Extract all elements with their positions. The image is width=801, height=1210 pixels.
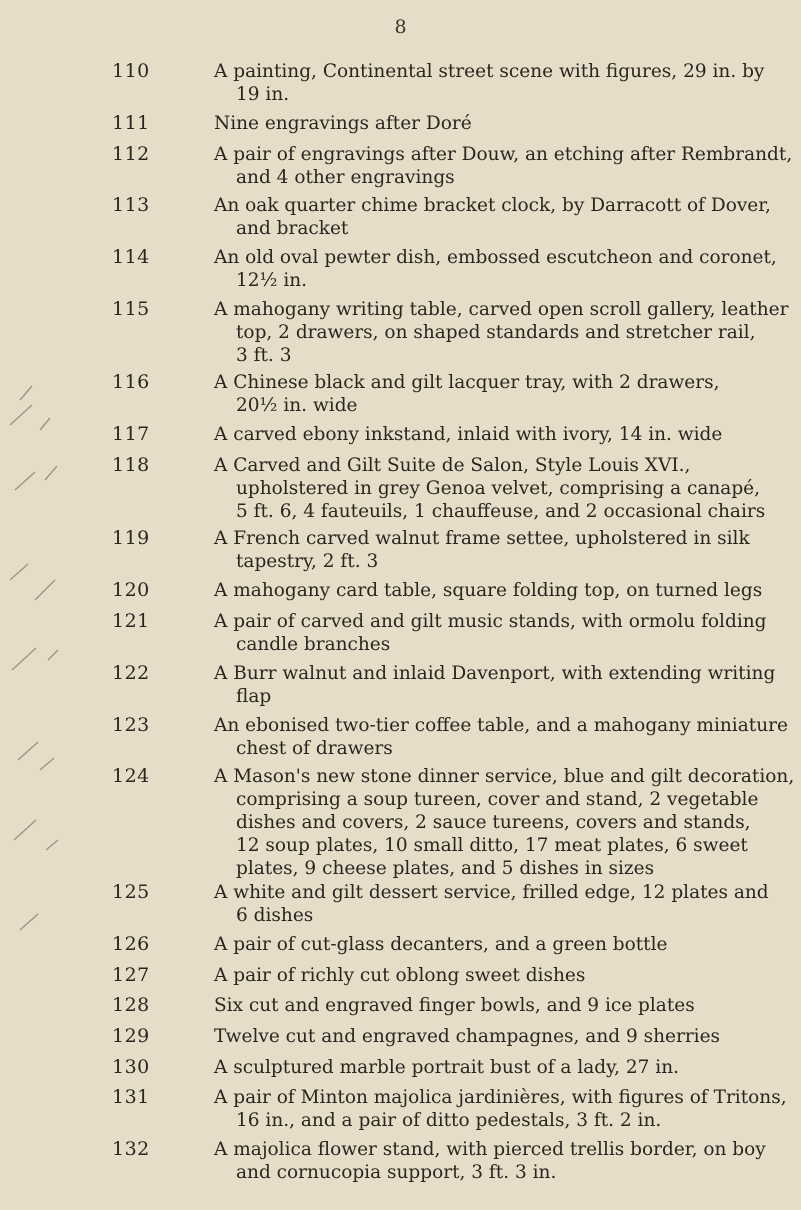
pencil-marks bbox=[0, 370, 110, 970]
lot-number: 132 bbox=[112, 1138, 150, 1161]
lot-description bbox=[214, 1138, 782, 1184]
page-number: 8 bbox=[394, 16, 407, 38]
lot-description-line: candle branches bbox=[236, 633, 391, 655]
lot-description-line: A carved ebony inkstand, inlaid with ivory, 14 in. wide bbox=[214, 424, 723, 446]
lot-number: 111 bbox=[112, 111, 150, 134]
lot-description-line: tapestry, 2 ft. 3 bbox=[236, 551, 379, 573]
lot-description-line: A mahogany card table, square folding top, on turned legs bbox=[214, 580, 763, 602]
lot-description bbox=[214, 371, 782, 417]
lot-description bbox=[214, 994, 782, 1017]
lot-number: 110 bbox=[112, 60, 150, 82]
lot-description bbox=[214, 246, 782, 292]
lot-description-line: chest of drawers bbox=[236, 737, 393, 759]
lot-description-line: 3 ft. 3 bbox=[236, 345, 292, 367]
lot-description-line: and 4 other engravings bbox=[236, 166, 455, 188]
lot-number: 126 bbox=[112, 933, 150, 956]
lot-description bbox=[214, 112, 782, 135]
lot-description-line: 6 dishes bbox=[236, 905, 314, 927]
lot-description-line: An ebonised two-tier coffee table, and a mahogany miniature bbox=[214, 714, 788, 736]
lot-description-line: A mahogany writing table, carved open scroll gallery, leather bbox=[214, 299, 789, 321]
lot-description-line: Twelve cut and engraved champagnes, and 9 sherries bbox=[214, 1025, 721, 1047]
lot-description bbox=[214, 765, 795, 880]
lot-description-line: A Mason's new stone dinner service, blue and gilt decoration, bbox=[214, 766, 795, 788]
lot-description-line: 20½ in. wide bbox=[236, 395, 358, 417]
lot-number: 114 bbox=[112, 246, 150, 269]
lot-description-line: top, 2 drawers, on shaped standards and stretcher rail, bbox=[236, 322, 756, 344]
lot-description bbox=[214, 454, 782, 523]
lot-description bbox=[214, 881, 782, 927]
lot-description bbox=[214, 194, 782, 240]
lot-number: 115 bbox=[112, 298, 150, 321]
lot-description bbox=[214, 1086, 787, 1132]
lot-description bbox=[214, 1056, 782, 1079]
lot-description-line: A white and gilt dessert service, frilled edge, 12 plates and bbox=[214, 882, 769, 904]
lot-description-line: and bracket bbox=[236, 218, 349, 240]
lot-description-line: 5 ft. 6, 4 fauteuils, 1 chauffeuse, and 2 occasional chairs bbox=[236, 500, 766, 522]
lot-description-line: Nine engravings after Doré bbox=[214, 112, 472, 134]
lot-number: 128 bbox=[112, 994, 150, 1017]
lot-description-line: An old oval pewter dish, embossed escutcheon and coronet, bbox=[214, 247, 777, 269]
lot-number: 123 bbox=[112, 713, 150, 736]
lot-description-line: flap bbox=[236, 685, 272, 707]
lot-description-line: A pair of richly cut oblong sweet dishes bbox=[214, 964, 586, 986]
lot-number: 122 bbox=[112, 661, 150, 684]
lot-number: 113 bbox=[112, 194, 150, 217]
lot-number: 129 bbox=[112, 1024, 150, 1047]
lot-number: 131 bbox=[112, 1086, 150, 1109]
lot-number: 116 bbox=[112, 371, 150, 394]
lot-description bbox=[214, 714, 788, 760]
lot-description-line: dishes and covers, 2 sauce tureens, covers and stands, bbox=[236, 812, 751, 834]
lot-description-line: A pair of Minton majolica jardinières, with figures of Tritons, bbox=[214, 1087, 787, 1109]
lot-description bbox=[214, 423, 782, 446]
lot-description bbox=[214, 662, 782, 708]
lot-description-line: A Burr walnut and inlaid Davenport, with extending writing bbox=[214, 662, 776, 684]
lot-number: 112 bbox=[112, 142, 150, 165]
lot-number: 119 bbox=[112, 527, 150, 550]
lot-description-line: Six cut and engraved finger bowls, and 9 ice plates bbox=[214, 995, 695, 1017]
lot-number: 120 bbox=[112, 579, 150, 602]
lot-description bbox=[214, 579, 782, 602]
lot-description-line: 12½ in. bbox=[236, 270, 308, 292]
lot-description bbox=[214, 527, 782, 573]
lot-description-line: plates, 9 cheese plates, and 5 dishes in sizes bbox=[236, 858, 655, 880]
lot-description-line: A Chinese black and gilt lacquer tray, with 2 drawers, bbox=[214, 372, 720, 394]
lot-description bbox=[214, 933, 782, 956]
lot-description bbox=[214, 610, 782, 656]
lot-description bbox=[214, 1025, 782, 1048]
lot-description-line: An oak quarter chime bracket clock, by Darracott of Dover, bbox=[214, 195, 771, 217]
lot-number: 118 bbox=[112, 453, 150, 476]
lot-description-line: A pair of cut-glass decanters, and a green bottle bbox=[214, 934, 668, 956]
lot-description-line: A pair of engravings after Douw, an etching after Rembrandt, bbox=[214, 143, 793, 165]
lot-description-line: 19 in. bbox=[236, 84, 290, 105]
lot-description-line: A French carved walnut frame settee, upholstered in silk bbox=[214, 528, 750, 550]
lot-description-line: comprising a soup tureen, cover and stand, 2 vegetable bbox=[236, 789, 759, 811]
lot-description-line: A majolica flower stand, with pierced trellis border, on boy bbox=[214, 1139, 766, 1161]
lot-description bbox=[214, 60, 782, 106]
lot-number: 121 bbox=[112, 609, 150, 632]
lot-description-line: 16 in., and a pair of ditto pedestals, 3 ft. 2 in. bbox=[236, 1110, 662, 1132]
lot-description-line: upholstered in grey Genoa velvet, comprising a canapé, bbox=[236, 477, 761, 499]
lot-description-line: A painting, Continental street scene with figures, 29 in. by bbox=[214, 61, 765, 82]
lot-number: 125 bbox=[112, 881, 150, 904]
lot-number: 127 bbox=[112, 963, 150, 986]
lot-number: 124 bbox=[112, 765, 150, 788]
lot-description-line: A pair of carved and gilt music stands, with ormolu folding bbox=[214, 610, 767, 632]
lot-number: 130 bbox=[112, 1055, 150, 1078]
lot-description bbox=[214, 143, 793, 189]
lot-description-line: and cornucopia support, 3 ft. 3 in. bbox=[236, 1162, 557, 1184]
lot-description-line: A Carved and Gilt Suite de Salon, Style Louis XVI., bbox=[214, 454, 691, 476]
lot-description bbox=[214, 964, 782, 987]
lot-description bbox=[214, 298, 789, 367]
lot-description-line: 12 soup plates, 10 small ditto, 17 meat plates, 6 sweet bbox=[236, 835, 748, 857]
lot-number: 117 bbox=[112, 423, 150, 446]
lot-description-line: A sculptured marble portrait bust of a lady, 27 in. bbox=[214, 1056, 680, 1078]
